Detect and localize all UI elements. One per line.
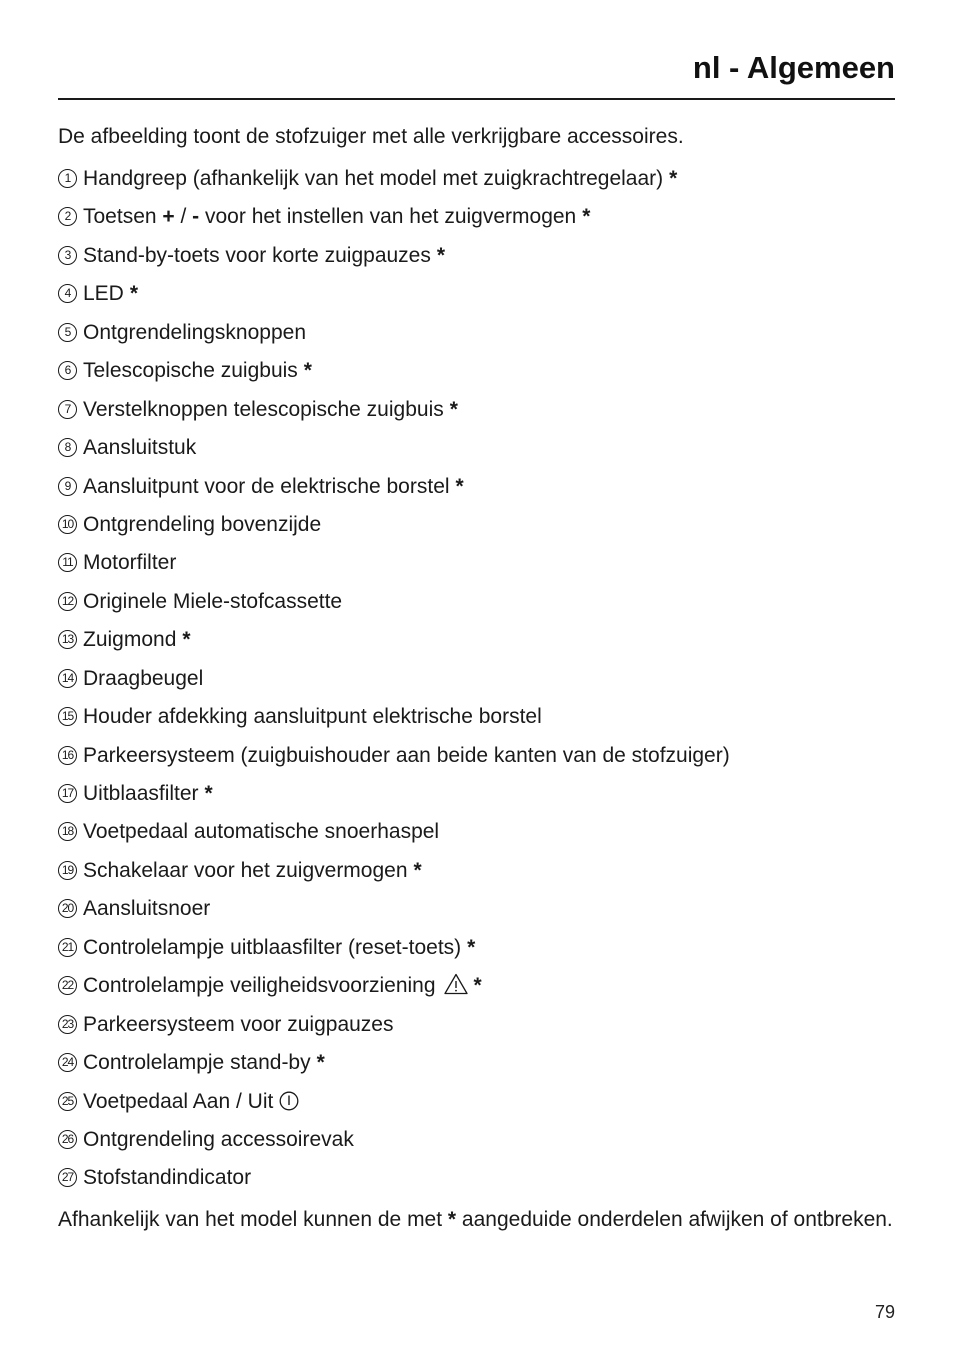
item-label-text: Telescopische zuigbuis [83, 359, 298, 383]
list-item [58, 474, 895, 512]
item-number-badge: 2 [58, 207, 77, 226]
plus-sign: + [162, 205, 175, 229]
item-label-text: Parkeersysteem (zuigbuishouder aan beide kanten van de stofzuiger) [83, 743, 730, 767]
list-item [58, 397, 895, 435]
item-label-text: Voetpedaal Aan / Uit [83, 1089, 274, 1113]
item-label [83, 512, 321, 538]
list-item [58, 896, 895, 934]
footnote-post: aangeduide onderdelen afwijken of ontbreken. [456, 1208, 893, 1231]
item-number-badge: 1 [58, 169, 77, 188]
item-label [83, 781, 213, 807]
item-number-badge: 9 [58, 477, 77, 496]
item-number-badge: 4 [58, 284, 77, 303]
list-item [58, 666, 895, 704]
asterisk-mark: * [669, 167, 678, 190]
asterisk-mark: * [449, 397, 458, 421]
asterisk-mark: * [182, 628, 191, 652]
list-item [58, 166, 895, 204]
item-number-badge: 18 [58, 822, 77, 841]
item-label [83, 397, 458, 423]
item-number-badge: 21 [58, 938, 77, 957]
item-label [83, 474, 464, 500]
item-label-text: Verstelknoppen telescopische zuigbuis [83, 397, 444, 421]
parts-list [58, 166, 895, 1204]
list-item [58, 1089, 895, 1127]
item-label [83, 1050, 325, 1076]
item-number-badge: 10 [58, 515, 77, 534]
item-number-badge: 12 [58, 592, 77, 611]
item-number-badge: 25 [58, 1092, 77, 1111]
item-label-text: Houder afdekking aansluitpunt elektrische borstel [83, 705, 542, 729]
item-label [83, 281, 138, 307]
footnote [58, 1207, 895, 1233]
item-number-badge: 26 [58, 1130, 77, 1149]
slash: / [174, 205, 193, 229]
item-number-badge: 7 [58, 400, 77, 419]
asterisk-mark: * [413, 858, 422, 882]
footnote-star: * [447, 1208, 457, 1231]
list-item [58, 589, 895, 627]
item-label-text: Aansluitsnoer [83, 897, 211, 921]
page-number: 79 [874, 1302, 895, 1322]
item-label-text: Voetpedaal automatische snoerhaspel [83, 820, 440, 844]
list-item [58, 819, 895, 857]
item-number-badge: 19 [58, 861, 77, 880]
item-label-text: LED [83, 282, 124, 306]
item-number-badge: 11 [58, 553, 77, 572]
item-label [83, 204, 590, 230]
list-item [58, 281, 895, 319]
list-item [58, 704, 895, 742]
item-label-text: Handgreep (afhankelijk van het model met zuigkrachtregelaar) [83, 167, 664, 190]
list-item [58, 435, 895, 473]
item-number-badge: 16 [58, 746, 77, 765]
asterisk-mark: * [455, 474, 464, 498]
list-item [58, 935, 895, 973]
asterisk-mark: * [582, 205, 591, 229]
asterisk-mark: * [204, 782, 213, 805]
item-number-badge: 27 [58, 1168, 77, 1187]
list-item [58, 550, 895, 588]
item-label-text: Parkeersysteem voor zuigpauzes [83, 1012, 394, 1036]
item-number-badge: 22 [58, 976, 77, 995]
item-label [83, 550, 176, 576]
intro-text: De afbeelding toont de stofzuiger met alle verkrijgbare accessoires. [58, 125, 684, 148]
item-label-pre: Toetsen [83, 205, 163, 229]
list-item [58, 1050, 895, 1088]
page-header [58, 50, 895, 100]
item-number-badge: 6 [58, 361, 77, 380]
item-label-text: voor het instellen van het zuigvermogen [199, 205, 577, 229]
item-number-badge: 17 [58, 784, 77, 803]
item-number-badge: 3 [58, 246, 77, 265]
item-label-text: Originele Miele-stofcassette [83, 589, 343, 613]
item-label-text: Uitblaasfilter [83, 782, 199, 805]
item-label [83, 435, 196, 461]
list-item [58, 243, 895, 281]
item-label [83, 243, 445, 269]
item-label [83, 1127, 354, 1153]
item-number-badge: 23 [58, 1015, 77, 1034]
item-label-text: Aansluitstuk [83, 436, 197, 460]
item-label [83, 896, 210, 922]
item-number-badge: 8 [58, 438, 77, 457]
page-title: nl - Algemeen [692, 50, 895, 85]
item-label [83, 858, 422, 884]
item-label [83, 166, 677, 192]
list-item [58, 204, 895, 242]
list-item [58, 512, 895, 550]
asterisk-mark: * [467, 935, 476, 959]
minus-sign: - [192, 205, 200, 229]
item-label [83, 973, 482, 999]
item-label-text: Motorfilter [83, 551, 177, 575]
item-label-text: Ontgrendelingsknoppen [83, 320, 307, 344]
item-label [83, 627, 191, 653]
item-number-badge: 13 [58, 630, 77, 649]
item-label-text: Controlelampje veiligheidsvoorziening [83, 974, 436, 998]
item-label-text: Zuigmond [83, 628, 177, 652]
list-item [58, 627, 895, 665]
item-label [83, 743, 730, 769]
item-number-badge: 24 [58, 1053, 77, 1072]
item-number-badge: 20 [58, 899, 77, 918]
list-item [58, 1012, 895, 1050]
item-label [83, 1012, 393, 1038]
asterisk-mark: * [129, 282, 139, 306]
item-label-text: Draagbeugel [83, 666, 204, 690]
item-label-text: Stand-by-toets voor korte zuigpauzes [83, 243, 431, 267]
power-icon [279, 1091, 299, 1111]
warning-triangle-icon [444, 973, 468, 995]
item-label-text: Ontgrendeling bovenzijde [83, 512, 322, 536]
list-item [58, 973, 895, 1011]
list-item [58, 858, 895, 896]
item-label-text: Ontgrendeling accessoirevak [83, 1127, 354, 1151]
footnote-pre: Afhankelijk van het model kunnen de met [58, 1208, 448, 1231]
item-label-text: Stofstandindicator [83, 1166, 252, 1190]
list-item [58, 781, 895, 819]
item-label [83, 358, 312, 384]
asterisk-mark: * [316, 1051, 325, 1075]
item-label [83, 819, 439, 845]
list-item [58, 358, 895, 396]
list-item [58, 1165, 895, 1203]
item-label [83, 704, 542, 730]
item-label-text: Schakelaar voor het zuigvermogen [83, 858, 408, 882]
item-label [83, 935, 475, 961]
item-number-badge: 15 [58, 707, 77, 726]
item-number-badge: 14 [58, 669, 77, 688]
item-label-text: Controlelampje uitblaasfilter (reset-toets) [83, 935, 462, 959]
asterisk-mark: * [303, 359, 312, 383]
item-label-text: Aansluitpunt voor de elektrische borstel [83, 474, 450, 498]
list-item [58, 1127, 895, 1165]
asterisk-mark: * [473, 974, 482, 998]
item-label [83, 320, 306, 346]
item-label-text: Controlelampje stand-by [83, 1051, 311, 1075]
item-label [83, 589, 342, 615]
item-label [83, 1089, 299, 1115]
asterisk-mark: * [436, 243, 446, 267]
item-label [83, 1165, 251, 1191]
list-item [58, 743, 895, 781]
list-item [58, 320, 895, 358]
item-number-badge: 5 [58, 323, 77, 342]
item-label [83, 666, 203, 692]
